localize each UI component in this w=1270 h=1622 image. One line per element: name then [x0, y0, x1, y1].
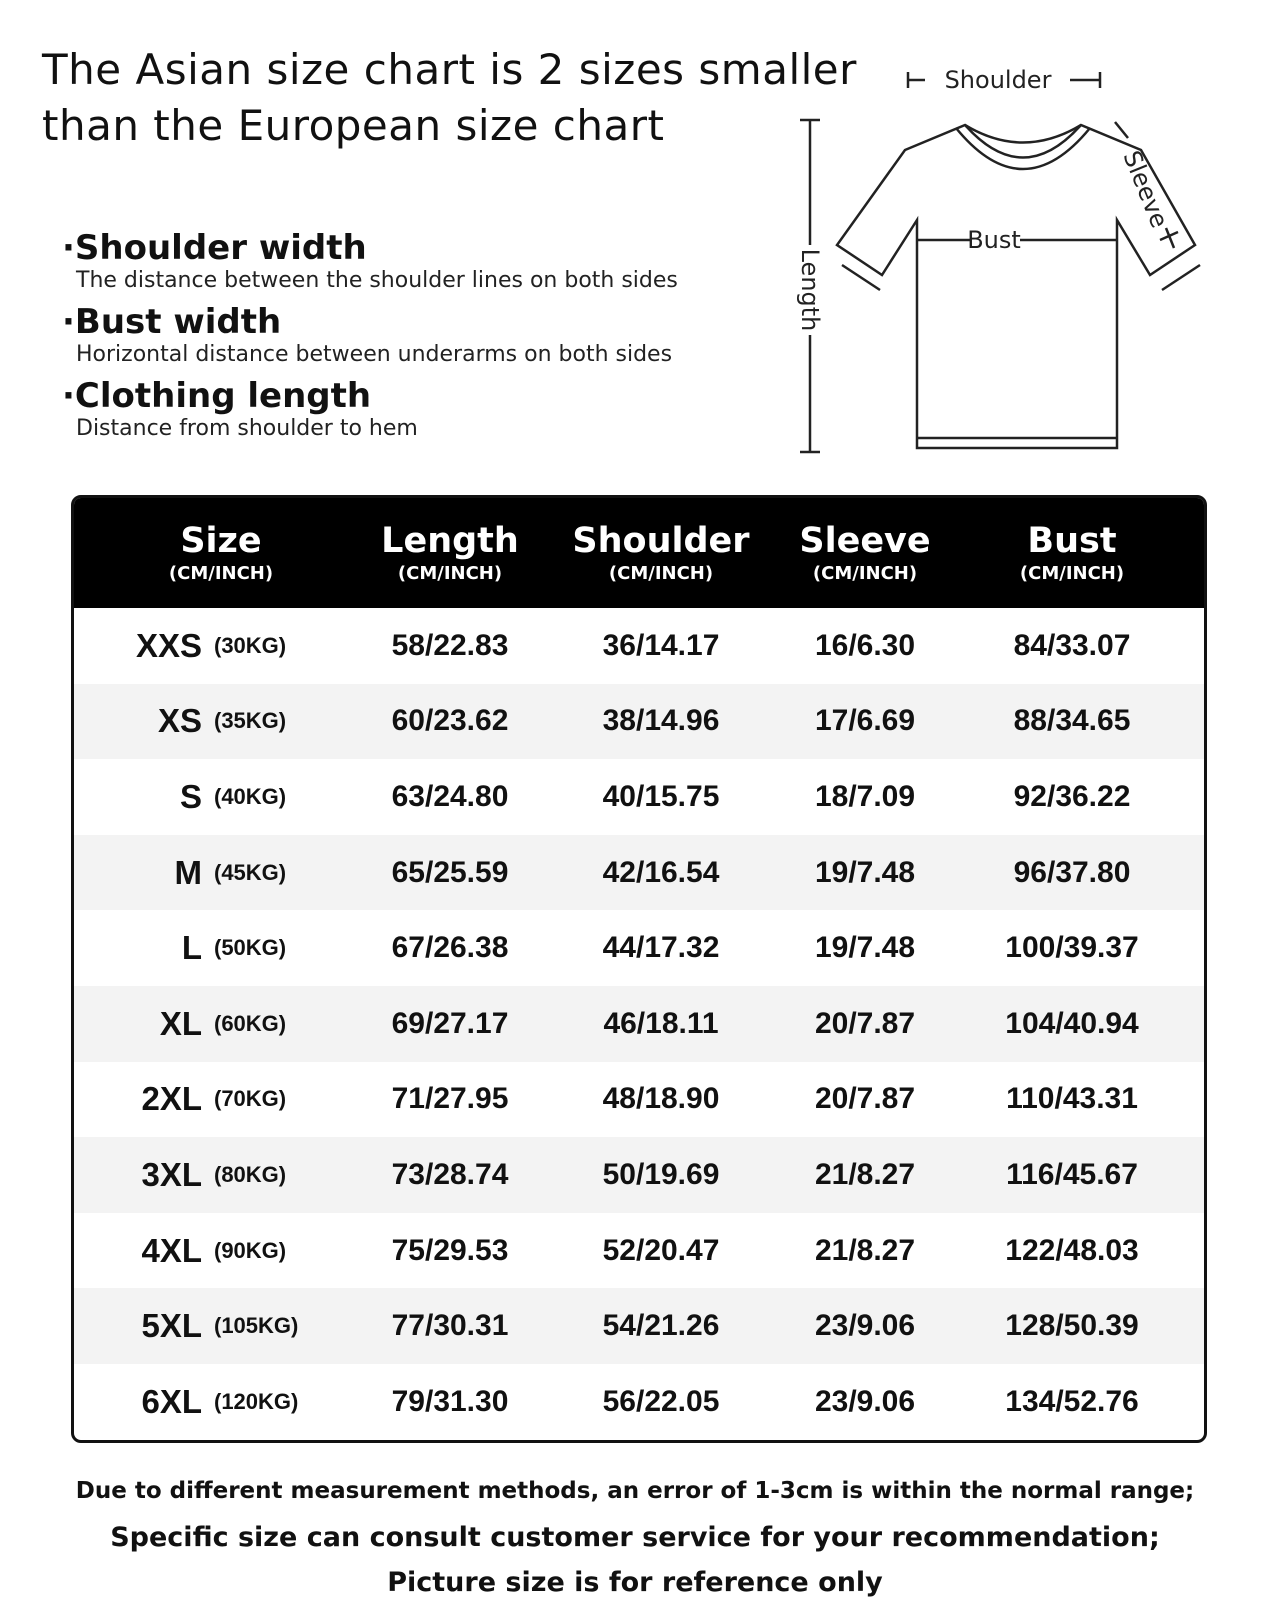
size-label: XL	[159, 1004, 202, 1042]
shoulder-cell: 44/17.32	[602, 931, 720, 965]
definition-description: The distance between the shoulder lines on both sides	[76, 268, 678, 293]
shoulder-cell: 42/16.54	[602, 855, 720, 889]
tshirt-diagram	[780, 50, 1230, 470]
size-label: 4XL	[141, 1231, 202, 1269]
shoulder-cell: 52/20.47	[602, 1233, 720, 1267]
table-row	[74, 1062, 1204, 1138]
weight-label: (40KG)	[214, 783, 287, 809]
bust-cell: 92/36.22	[1013, 779, 1131, 813]
size-cell	[74, 627, 368, 665]
size-label: XXS	[135, 626, 202, 664]
table-row	[74, 1288, 1204, 1364]
bust-label: Bust	[967, 226, 1021, 254]
weight-label: (45KG)	[214, 859, 287, 885]
bust-cell: 128/50.39	[1005, 1309, 1139, 1343]
length-cell: 67/26.38	[391, 931, 509, 965]
header-shoulder	[532, 498, 790, 608]
header-unit: (CM/INCH)	[397, 563, 503, 584]
header-unit: (CM/INCH)	[168, 563, 274, 584]
weight-label: (70KG)	[214, 1086, 287, 1112]
sleeve-cell: 23/9.06	[814, 1309, 916, 1343]
definition-shoulder	[62, 228, 678, 294]
size-cell	[74, 778, 368, 816]
size-cell	[74, 1307, 368, 1345]
header-label: Size	[180, 521, 262, 561]
sleeve-cell: 18/7.09	[814, 779, 916, 813]
bust-cell: 88/34.65	[1013, 704, 1131, 738]
header-size	[74, 498, 368, 608]
shoulder-cell: 38/14.96	[602, 704, 720, 738]
header-unit: (CM/INCH)	[1019, 563, 1125, 584]
sleeve-cell: 16/6.30	[814, 628, 916, 662]
header-label: Sleeve	[799, 521, 931, 561]
size-label: L	[181, 929, 202, 967]
size-cell	[74, 702, 368, 740]
weight-label: (105KG)	[214, 1313, 299, 1339]
definition-heading: ·Bust width	[62, 302, 282, 342]
length-cell: 77/30.31	[391, 1309, 509, 1343]
length-cell: 69/27.17	[391, 1006, 509, 1040]
length-cell: 71/27.95	[391, 1082, 509, 1116]
bust-cell: 122/48.03	[1005, 1233, 1139, 1267]
page-title	[42, 42, 857, 154]
length-cell: 63/24.80	[391, 779, 509, 813]
length-cell: 75/29.53	[391, 1233, 509, 1267]
footer-note-error: Due to different measurement methods, an error of 1-3cm is within the normal range;	[75, 1478, 1195, 1504]
shoulder-label: Shoulder	[944, 66, 1052, 94]
size-cell	[74, 1005, 368, 1043]
size-cell	[74, 1232, 368, 1270]
sleeve-cell: 21/8.27	[814, 1233, 916, 1267]
shoulder-cell: 48/18.90	[602, 1082, 720, 1116]
sleeve-cell: 17/6.69	[814, 704, 916, 738]
shoulder-cell: 56/22.05	[602, 1384, 720, 1418]
bust-cell: 110/43.31	[1006, 1082, 1138, 1116]
weight-label: (35KG)	[214, 708, 287, 734]
size-cell	[74, 1383, 368, 1421]
size-table	[71, 495, 1207, 1443]
length-cell: 60/23.62	[391, 704, 509, 738]
weight-label: (30KG)	[214, 632, 287, 658]
weight-label: (90KG)	[214, 1237, 287, 1263]
bust-cell: 134/52.76	[1005, 1384, 1139, 1418]
definition-bust	[62, 302, 678, 368]
sleeve-cell: 21/8.27	[814, 1157, 916, 1191]
table-row	[74, 910, 1204, 986]
definition-description: Distance from shoulder to hem	[76, 416, 418, 441]
table-row	[74, 835, 1204, 911]
weight-label: (50KG)	[214, 935, 287, 961]
shoulder-cell: 40/15.75	[602, 779, 720, 813]
weight-label: (60KG)	[214, 1010, 287, 1036]
length-cell: 58/22.83	[391, 628, 509, 662]
definition-length	[62, 376, 678, 442]
shoulder-cell: 50/19.69	[602, 1157, 720, 1191]
sleeve-cell: 20/7.87	[814, 1082, 916, 1116]
size-cell	[74, 854, 368, 892]
header-unit: (CM/INCH)	[812, 563, 918, 584]
shoulder-cell: 54/21.26	[602, 1309, 720, 1343]
shoulder-cell: 46/18.11	[603, 1006, 719, 1040]
bust-cell: 84/33.07	[1013, 628, 1131, 662]
definition-heading: ·Clothing length	[62, 376, 372, 416]
size-cell	[74, 1156, 368, 1194]
bust-cell: 104/40.94	[1005, 1006, 1139, 1040]
size-label: 5XL	[141, 1307, 202, 1345]
sleeve-cell: 19/7.48	[814, 855, 916, 889]
header-label: Length	[381, 521, 519, 561]
size-cell	[74, 1080, 368, 1118]
footer-note-service: Specific size can consult customer service for your recommendation;	[110, 1522, 1160, 1553]
table-row	[74, 1213, 1204, 1289]
shoulder-cell: 36/14.17	[602, 628, 720, 662]
size-cell	[74, 929, 368, 967]
sleeve-cell: 20/7.87	[814, 1006, 916, 1040]
sleeve-cell: 23/9.06	[814, 1384, 916, 1418]
header-label: Bust	[1027, 521, 1117, 561]
size-label: S	[179, 777, 202, 815]
length-cell: 79/31.30	[391, 1384, 509, 1418]
table-row	[74, 684, 1204, 760]
table-header	[74, 498, 1204, 608]
title-line-1: The Asian size chart is 2 sizes smaller	[42, 45, 857, 94]
measurement-definitions	[62, 228, 678, 450]
length-cell: 73/28.74	[391, 1157, 509, 1191]
weight-label: (120KG)	[214, 1388, 299, 1414]
sleeve-cell: 19/7.48	[814, 931, 916, 965]
header-label: Shoulder	[572, 521, 750, 561]
size-label: 6XL	[141, 1382, 202, 1420]
bust-cell: 116/45.67	[1006, 1157, 1138, 1191]
bust-cell: 100/39.37	[1005, 931, 1139, 965]
size-label: 2XL	[141, 1080, 202, 1118]
header-sleeve	[790, 498, 940, 608]
title-line-2: than the European size chart	[42, 101, 665, 150]
header-bust	[940, 498, 1204, 608]
bust-cell: 96/37.80	[1013, 855, 1131, 889]
size-label: 3XL	[141, 1155, 202, 1193]
weight-label: (80KG)	[214, 1161, 287, 1187]
size-label: XS	[157, 702, 202, 740]
length-cell: 65/25.59	[391, 855, 509, 889]
table-row	[74, 759, 1204, 835]
length-label: Length	[796, 248, 824, 332]
footer-note-reference: Picture size is for reference only	[387, 1567, 883, 1598]
table-row	[74, 1137, 1204, 1213]
table-row	[74, 608, 1204, 684]
header-unit: (CM/INCH)	[608, 563, 714, 584]
definition-description: Horizontal distance between underarms on both sides	[76, 342, 673, 367]
table-row	[74, 986, 1204, 1062]
sleeve-label: Sleeve	[1117, 146, 1174, 232]
table-row	[74, 1364, 1204, 1440]
table-body	[74, 608, 1204, 1440]
size-label: M	[174, 853, 202, 891]
header-length	[368, 498, 532, 608]
definition-heading: ·Shoulder width	[62, 228, 367, 268]
